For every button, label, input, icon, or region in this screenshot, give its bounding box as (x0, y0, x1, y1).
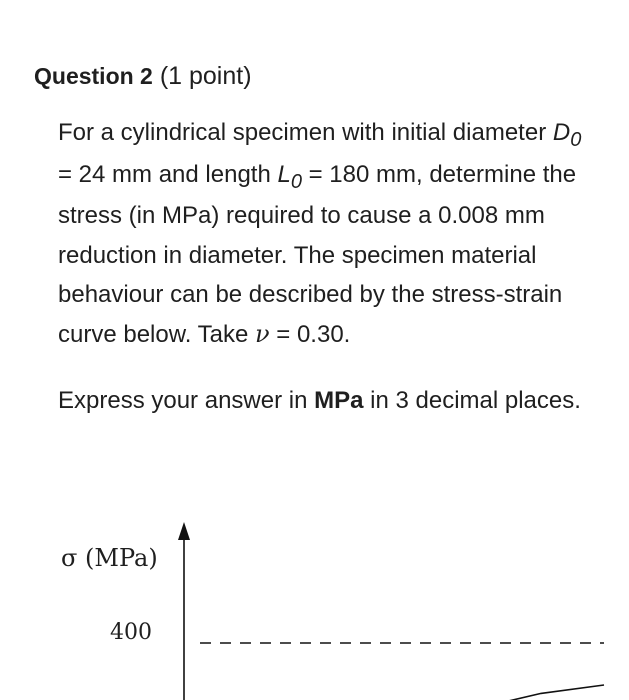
problem-statement (58, 113, 598, 354)
length-value: = 180 mm, determine the stress (in MPa) required to cause a 0.008 mm reduction in diameter. The specimen material behaviour can be described by the stress-strain curve below. Take (58, 160, 577, 348)
question-points: (1 point) (159, 62, 252, 90)
instruction-suffix: in 3 decimal places. (363, 387, 581, 414)
y-axis-label: σ (MPa) (61, 544, 158, 572)
poisson-value: = 0.30. (269, 320, 351, 348)
answer-instruction (58, 381, 598, 421)
length-subscript: 0 (290, 170, 302, 193)
diameter-symbol: D (552, 119, 571, 146)
stress-strain-curve (415, 685, 604, 700)
y-axis-arrowhead (178, 522, 190, 540)
stress-strain-figure (0, 510, 629, 700)
stress-strain-plot (0, 510, 629, 700)
diameter-value: = 24 mm and length (58, 160, 278, 188)
poisson-symbol: ν (255, 319, 270, 348)
instruction-unit: MPa (314, 387, 364, 414)
y-tick-label-400: 400 (110, 620, 152, 645)
diameter-subscript: 0 (570, 129, 582, 151)
length-symbol: L (277, 160, 291, 188)
problem-intro: For a cylindrical specimen with initial diameter (58, 119, 553, 146)
question-body (58, 113, 598, 421)
question-title: Question 2 (34, 63, 153, 89)
instruction-prefix: Express your answer in (58, 387, 315, 414)
question-header (34, 58, 252, 94)
